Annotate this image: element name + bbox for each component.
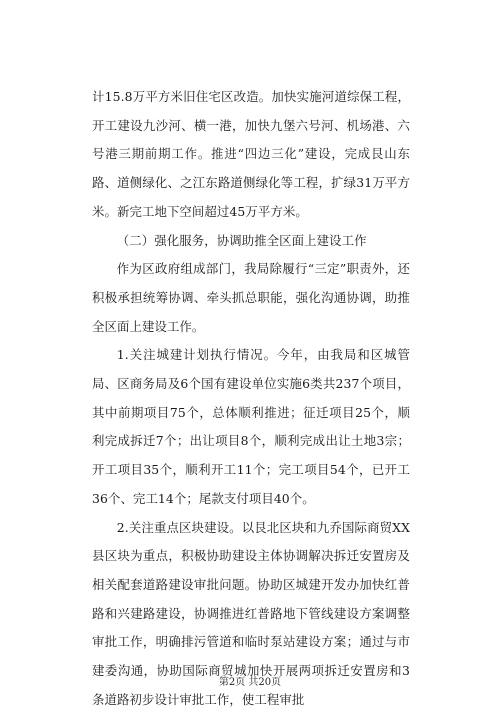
paragraph: 作为区政府组成部门，我局除履行“三定”职责外，还积极承担统筹协调、牵头抓总职能，强化沟通协调，助推全区面上建设工作。	[92, 261, 410, 334]
page-number-label: 第2页 共20页	[218, 677, 282, 688]
paragraph: 1.关注城建计划执行情况。今年，由我局和区城管局、区商务局及6个国有建设单位实施6类共237个项目，其中前期项目75个，总体顺利推进；征迁项目25个，顺利完成拆迁7个；出让项目8个，顺利完成出让土地3宗；开工项目35个，顺利开工11个；完工项目54个，已开工36个、完工14个；尾款支付项目40个。	[92, 347, 410, 506]
page-footer	[0, 673, 500, 688]
paragraph: 2.关注重点区块建设。以艮北区块和九乔国际商贸XX县区块为重点，积极协助建设主体协调解决拆迁安置房及相关配套道路建设审批问题。协助区城建开发办加快红普路和兴建路建设，协调推进红普路地下管线建设方案调整审批工作，明确排污管道和临时泵站建设方案；通过与市建委沟通，协助国际商贸城加快开展两项拆迁安置房和3条道路初步设计审批工作，使工程审批	[92, 519, 410, 707]
paragraph: 计15.8万平方米旧住宅区改造。加快实施河道综保工程，开工建设九沙河、横一港，加快九堡六号河、机场港、六号港三期前期工作。推进“四边三化”建设，完成艮山东路、道侧绿化、之江东路道侧绿化等工程，扩绿31万平方米。新完工地下空间超过45万平方米。	[92, 89, 410, 219]
document-body	[92, 83, 410, 714]
section-heading: （二）强化服务，协调助推全区面上建设工作	[116, 232, 367, 248]
